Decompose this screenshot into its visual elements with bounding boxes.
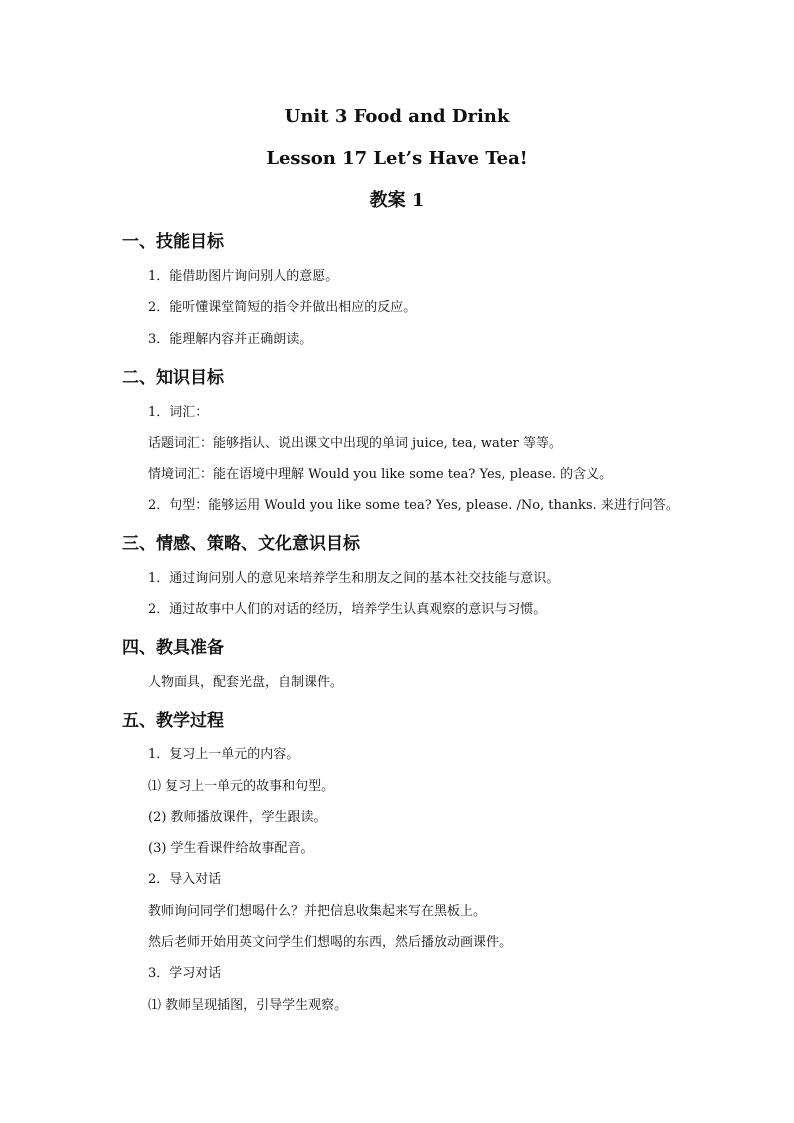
body-line: 1．通过询问别人的意见来培养学生和朋友之间的基本社交技能与意识。 bbox=[148, 571, 560, 586]
body-line: 话题词汇：能够指认、说出课文中出现的单词 juice, tea, water 等等。 bbox=[148, 436, 563, 451]
body-line: 2．句型：能够运用 Would you like some tea? Yes, please. /No, thanks. 来进行问答。 bbox=[148, 498, 679, 513]
body-line: 1．词汇： bbox=[148, 405, 209, 420]
unit-title: Unit 3 Food and Drink bbox=[284, 106, 510, 127]
section-heading-skill-goals: 一、技能目标 bbox=[122, 232, 224, 252]
body-line: (3) 学生看课件给故事配音。 bbox=[148, 841, 314, 856]
section-heading-knowledge-goals: 二、知识目标 bbox=[122, 368, 224, 388]
section-heading-emotion-strategy-goals: 三、情感、策略、文化意识目标 bbox=[122, 534, 360, 554]
lesson-title: Lesson 17 Let’s Have Tea! bbox=[266, 148, 528, 169]
body-line: 1．能借助图片询问别人的意愿。 bbox=[148, 269, 339, 284]
body-line: 2．能听懂课堂简短的指令并做出相应的反应。 bbox=[148, 300, 417, 315]
body-line: 2．导入对话 bbox=[148, 872, 222, 887]
body-line: ⑴ 教师呈现插图，引导学生观察。 bbox=[148, 998, 348, 1013]
body-line: 3．学习对话 bbox=[148, 966, 222, 981]
body-line: 3．能理解内容并正确朗读。 bbox=[148, 332, 313, 347]
body-line: ⑴ 复习上一单元的故事和句型。 bbox=[148, 779, 335, 794]
plan-title: 教案 1 bbox=[369, 190, 425, 211]
body-line: (2) 教师播放课件，学生跟读。 bbox=[148, 810, 327, 825]
body-line: 人物面具，配套光盘，自制课件。 bbox=[148, 675, 344, 690]
body-line: 1．复习上一单元的内容。 bbox=[148, 747, 300, 762]
body-line: 然后老师开始用英文问学生们想喝的东西，然后播放动画课件。 bbox=[148, 935, 513, 950]
section-heading-teaching-aids: 四、教具准备 bbox=[122, 638, 224, 658]
body-line: 教师询问同学们想喝什么？并把信息收集起来写在黑板上。 bbox=[148, 904, 487, 919]
body-line: 情境词汇：能在语境中理解 Would you like some tea? Yes, please. 的含义。 bbox=[148, 467, 613, 482]
body-line: 2．通过故事中人们的对话的经历，培养学生认真观察的意识与习惯。 bbox=[148, 602, 547, 617]
section-heading-teaching-process: 五、教学过程 bbox=[122, 711, 224, 731]
